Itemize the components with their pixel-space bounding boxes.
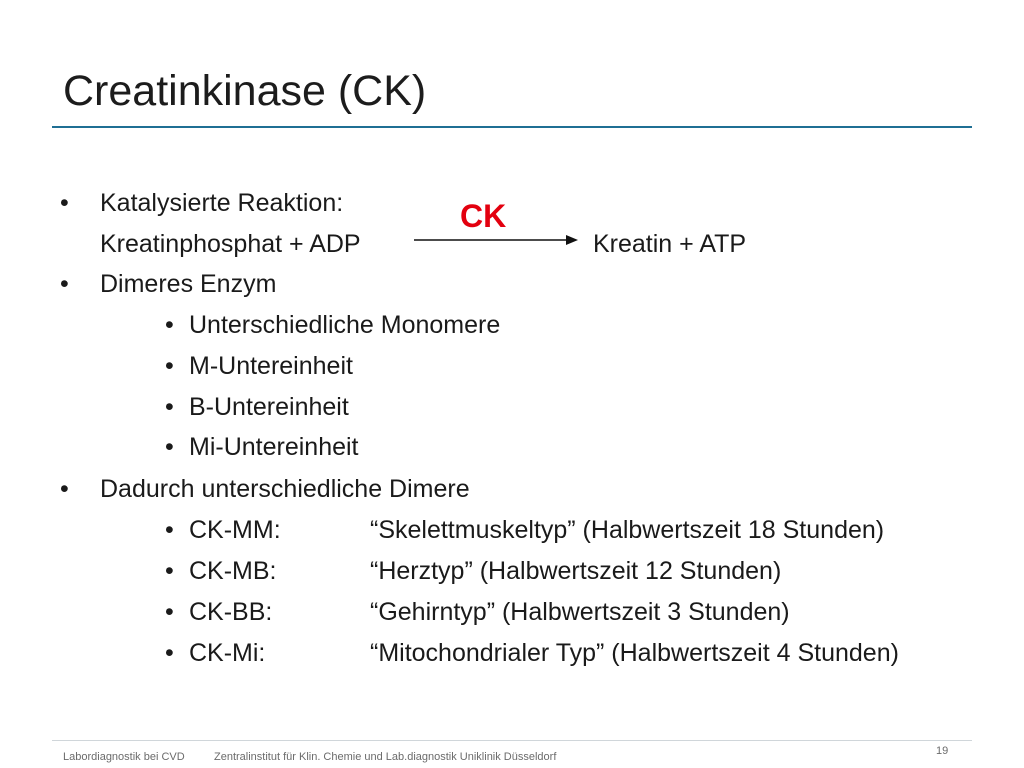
reaction-arrow-icon xyxy=(412,230,582,250)
footer-divider xyxy=(52,740,972,741)
bullet: • xyxy=(60,475,69,503)
footer-course: Labordiagnostik bei CVD xyxy=(63,751,185,763)
dimers-heading: Dadurch unterschiedliche Dimere xyxy=(100,475,470,503)
list-item: Mi-Untereinheit xyxy=(189,433,359,461)
bullet: • xyxy=(165,516,174,544)
reaction-products: Kreatin + ATP xyxy=(593,230,747,258)
bullet: • xyxy=(165,557,174,585)
bullet: • xyxy=(60,189,69,217)
slide-title: Creatinkinase (CK) xyxy=(63,67,427,115)
isoenzyme-description: “Gehirntyp” (Halbwertszeit 3 Stunden) xyxy=(370,598,790,626)
isoenzyme-name: CK-MM: xyxy=(189,516,281,544)
isoenzyme-name: CK-BB: xyxy=(189,598,273,626)
reaction-heading: Katalysierte Reaktion: xyxy=(100,189,344,217)
bullet: • xyxy=(165,393,174,421)
page-number: 19 xyxy=(936,745,949,757)
isoenzyme-description: “Skelettmuskeltyp” (Halbwertszeit 18 Stunden) xyxy=(370,516,885,544)
bullet: • xyxy=(165,639,174,667)
bullet: • xyxy=(60,270,69,298)
isoenzyme-name: CK-MB: xyxy=(189,557,277,585)
reaction-substrates: Kreatinphosphat + ADP xyxy=(100,230,361,258)
bullet: • xyxy=(165,433,174,461)
dimer-heading: Dimeres Enzym xyxy=(100,270,277,298)
bullet: • xyxy=(165,352,174,380)
enzyme-label: CK xyxy=(460,198,507,234)
bullet: • xyxy=(165,598,174,626)
list-item: M-Untereinheit xyxy=(189,352,353,380)
list-item: Unterschiedliche Monomere xyxy=(189,311,501,339)
isoenzyme-description: “Mitochondrialer Typ” (Halbwertszeit 4 Stunden) xyxy=(370,639,899,667)
isoenzyme-description: “Herztyp” (Halbwertszeit 12 Stunden) xyxy=(370,557,782,585)
footer-institute: Zentralinstitut für Klin. Chemie und Lab.diagnostik Uniklinik Düsseldorf xyxy=(214,751,557,763)
bullet: • xyxy=(165,311,174,339)
title-divider xyxy=(52,126,972,128)
list-item: B-Untereinheit xyxy=(189,393,349,421)
isoenzyme-name: CK-Mi: xyxy=(189,639,266,667)
